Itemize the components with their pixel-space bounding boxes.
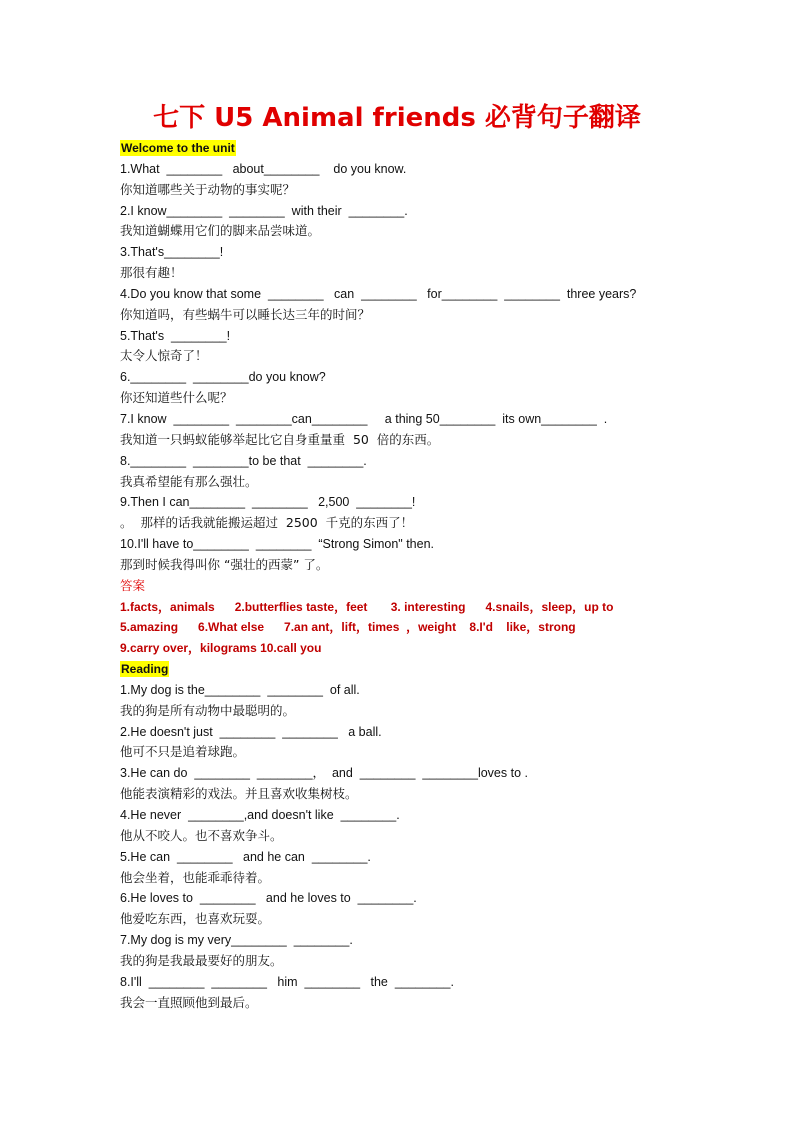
answer-label: 答案 xyxy=(120,577,146,593)
highlighted-heading: Reading xyxy=(121,662,169,677)
sentence-en: 6.________ ________do you know? xyxy=(120,370,326,385)
section-heading-welcome xyxy=(120,138,680,159)
sentence-en: 5.That's ________! xyxy=(120,328,231,343)
sentence-zh: 那很有趣！ xyxy=(120,265,183,281)
sentence-zh: 你知道吗，有些蜗牛可以睡长达三年的时间？ xyxy=(120,306,371,322)
answer-line: 9.carry over，kilograms 10.call you xyxy=(120,641,322,656)
sentence-en: 1.My dog is the________ ________ of all. xyxy=(120,682,360,697)
highlighted-heading: Welcome to the unit xyxy=(121,141,235,155)
sentence-en: 4.He never ________,and doesn't like ________. xyxy=(120,808,400,822)
sentence-en: 2.I know________ ________ with their ________. xyxy=(120,203,408,218)
sentence-en: 10.I'll have to________ ________ “Strong Simon" then. xyxy=(120,537,434,552)
sentence-zh: 他从不咬人。也不喜欢争斗。 xyxy=(120,827,283,843)
section-heading-reading xyxy=(120,659,680,680)
sentence-zh: 他爱吃东西，也喜欢玩耍。 xyxy=(120,911,271,927)
sentence-zh: 我会一直照顾他到最后。 xyxy=(120,994,258,1010)
sentence-zh: 我的狗是我最最要好的朋友。 xyxy=(120,952,283,968)
sentence-zh: 我真希望能有那么强壮。 xyxy=(120,473,258,489)
sentence-zh: 他能表演精彩的戏法。并且喜欢收集树枝。 xyxy=(120,786,358,802)
sentence-en: 7.I know ________ ________can________ a thing 50________ its own________ . xyxy=(120,411,608,426)
sentence-zh: 我知道蝴蝶用它们的脚来品尝味道。 xyxy=(120,223,321,239)
page-title: 七下 U5 Animal friends 必背句子翻译 xyxy=(153,103,641,133)
sentence-en: 6.He loves to ________ and he loves to ________. xyxy=(120,891,417,906)
document-body xyxy=(120,138,680,1013)
sentence-en: 5.He can ________ and he can ________. xyxy=(120,849,371,864)
sentence-en: 4.Do you know that some ________ can ________ for________ ________ three years? xyxy=(120,286,637,301)
sentence-zh: 我知道一只蚂蚁能够举起比它自身重量重 50 倍的东西。 xyxy=(120,431,440,447)
sentence-en: 9.Then I can________ ________ 2,500 ________! xyxy=(120,495,416,510)
sentence-en: 3.That's________! xyxy=(120,245,224,260)
sentence-en: 1.What ________ about________ do you know. xyxy=(120,161,407,176)
sentence-zh: 那到时候我得叫你 “强壮的西蒙” 了。 xyxy=(120,556,329,572)
sentence-en: 8.________ ________to be that ________. xyxy=(120,453,367,468)
answer-line: 5.amazing 6.What else 7.an ant，lift，times ，weight 8.I'd like，strong xyxy=(120,620,576,635)
sentence-en: 8.I'll ________ ________ him ________ the ________. xyxy=(120,974,454,989)
sentence-zh: 他会坐着，也能乖乖待着。 xyxy=(120,869,271,885)
sentence-zh: 。 那样的话我就能搬运超过 2500 千克的东西了！ xyxy=(120,515,414,531)
sentence-zh: 你还知道些什么呢？ xyxy=(120,390,233,406)
sentence-zh: 我的狗是所有动物中最聪明的。 xyxy=(120,702,296,718)
sentence-zh: 太令人惊奇了！ xyxy=(120,348,208,364)
sentence-zh: 他可不只是追着球跑。 xyxy=(120,744,246,760)
sentence-en: 2.He doesn't just ________ ________ a ball. xyxy=(120,724,382,739)
sentence-en: 3.He can do ________ ________， and ________ ________loves to . xyxy=(120,766,528,781)
sentence-en: 7.My dog is my very________ ________. xyxy=(120,933,353,948)
answer-line: 1.facts，animals 2.butterflies taste，feet 3. interesting 4.snails，sleep，up to xyxy=(120,599,614,614)
sentence-zh: 你知道哪些关于动物的事实呢？ xyxy=(120,181,296,197)
